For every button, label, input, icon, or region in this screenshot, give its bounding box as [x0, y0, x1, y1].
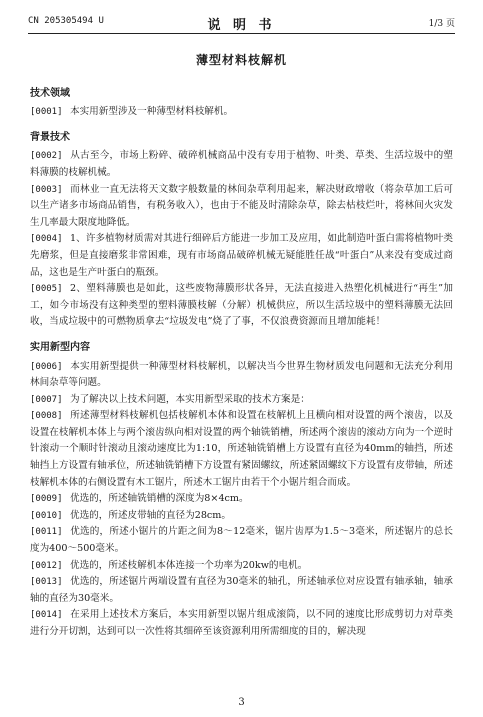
paragraph-number: [0011] [30, 527, 63, 538]
paragraph-number: [0008] [30, 411, 63, 422]
paragraph-number: [0007] [30, 394, 63, 405]
paragraph-text: 1、许多植物材质需对其进行细碎后方能进一步加工及应用，如此制造叶蛋白需将植物叶类先磨浆，但是直接磨浆非常困难，现有市场商品破碎机械无疑能胜任战“叶蛋白”从来没有变成过商品，这也是生产叶蛋白的瓶颈。 [30, 233, 453, 278]
paragraph [30, 182, 453, 232]
paragraph [30, 607, 453, 640]
header-rule [28, 33, 455, 34]
paragraph [30, 281, 453, 331]
page-header [28, 14, 455, 33]
section-heading: 实用新型内容 [30, 341, 90, 353]
paragraph [30, 231, 453, 281]
paragraph-text: 优选的，所述皮带轴的直径为28cm。 [70, 509, 231, 521]
page-indicator: 1/3 页 [428, 19, 455, 29]
paragraph-number: [0010] [30, 510, 63, 521]
paragraph-text: 2、塑料薄膜也是如此，这些废物薄膜形状各异，无法直接进入热塑化机械进行“再生”加工，如今市场没有这种类型的塑料薄膜枝解（分解）机械供应，所以生活垃圾中的塑料薄膜无法回收，当成垃圾中的可燃物质拿去“垃圾发电”烧了了事，不仅浪费资源而且增加能耗！ [30, 283, 453, 328]
document-type: 说 明 书 [207, 18, 276, 33]
paragraph-text: 优选的，所述锯片两端设置有直径为30毫米的轴孔，所述轴承位对应设置有轴承轴，轴承轴的直径为30毫米。 [30, 576, 453, 604]
section-heading: 背景技术 [30, 131, 70, 143]
patent-number: CN 205305494 U [28, 16, 104, 26]
document-body [30, 38, 453, 641]
paragraph [30, 359, 453, 392]
paragraph [30, 524, 453, 557]
paragraph [30, 491, 453, 508]
paragraph-number: [0001] [30, 107, 63, 118]
paragraph-number: [0006] [30, 361, 63, 372]
paragraph [30, 148, 453, 181]
paragraph-number: [0013] [30, 577, 63, 588]
paragraph [30, 392, 453, 409]
paragraph-number: [0014] [30, 610, 63, 621]
paragraph-text: 优选的，所述轴铣销槽的深度为8×4cm。 [70, 493, 249, 505]
paragraph-text: 从古至今，市场上粉碎、破碎机械商品中没有专用于植物、叶类、草类、生活垃圾中的塑料薄膜的枝解机械。 [30, 150, 453, 178]
paragraph-text: 为了解决以上技术问题，本实用新型采取的技术方案是： [70, 393, 310, 405]
paragraph-number: [0003] [30, 184, 63, 195]
paragraph-text: 而林业一直无法将天文数字般数量的林间杂草利用起来，解决财政增收（将杂草加工后可以生产诸多市场商品销售，有税务收入），也由于不能及时清除杂草，除去枯枝烂叶，将林间火灾发生几率最大限度地降低。 [30, 183, 453, 228]
sections-container [30, 86, 453, 641]
paragraph-number: [0005] [30, 284, 63, 295]
paragraph [30, 558, 453, 575]
paragraph [30, 408, 453, 491]
paragraph [30, 508, 453, 525]
paragraph-number: [0009] [30, 494, 63, 505]
paragraph-text: 本实用新型提供一种薄型材料枝解机，以解决当今世界生物材质发电问题和无法充分利用林间杂草等问题。 [30, 360, 453, 389]
paragraph-text: 所述薄型材料枝解机包括枝解机本体和设置在枝解机上且横向相对设置的两个滚齿，以及设置在枝解机本体上与两个滚齿纵向相对设置的两个轴铣销槽，所述两个滚齿的滚动方向为一个逆时针滚动一个顺时针滚动且滚动速度比为1:10，所述轴铣销槽上方设置有直径为40mm的轴挡，所述轴挡上方设置有轴承位，所述轴铣销槽下方设置有紧固螺纹，所述紧固螺纹下方设置有皮带轴，所述枝解机本体的右侧设置有木工锯片，所述木工锯片由若干个小锯片组合而成。 [30, 410, 453, 488]
paragraph-text: 在采用上述技术方案后，本实用新型以锯片组成滚筒，以不同的速度比形成剪切力对草类进行分开切割，达到可以一次性将其细碎至该资源利用所需细度的目的，解决现 [30, 609, 453, 637]
paragraph-number: [0004] [30, 234, 63, 245]
paragraph-number: [0002] [30, 151, 63, 162]
section-heading: 技术领域 [30, 87, 70, 99]
paragraph [30, 104, 453, 121]
paragraph-number: [0012] [30, 560, 63, 571]
paragraph-text: 优选的，所述枝解机本体连接一个功率为20kw的电机。 [70, 559, 308, 571]
paragraph-text: 本实用新型涉及一种薄型材料枝解机。 [70, 106, 234, 118]
paragraph-text: 优选的，所述小锯片的片距之间为8～12毫米，锯片齿厚为1.5～3毫米，所述锯片的总长度为400～500毫米。 [30, 526, 453, 555]
paragraph [30, 574, 453, 607]
page-number: 3 [238, 697, 245, 708]
document-title: 薄型材料枝解机 [195, 53, 287, 67]
